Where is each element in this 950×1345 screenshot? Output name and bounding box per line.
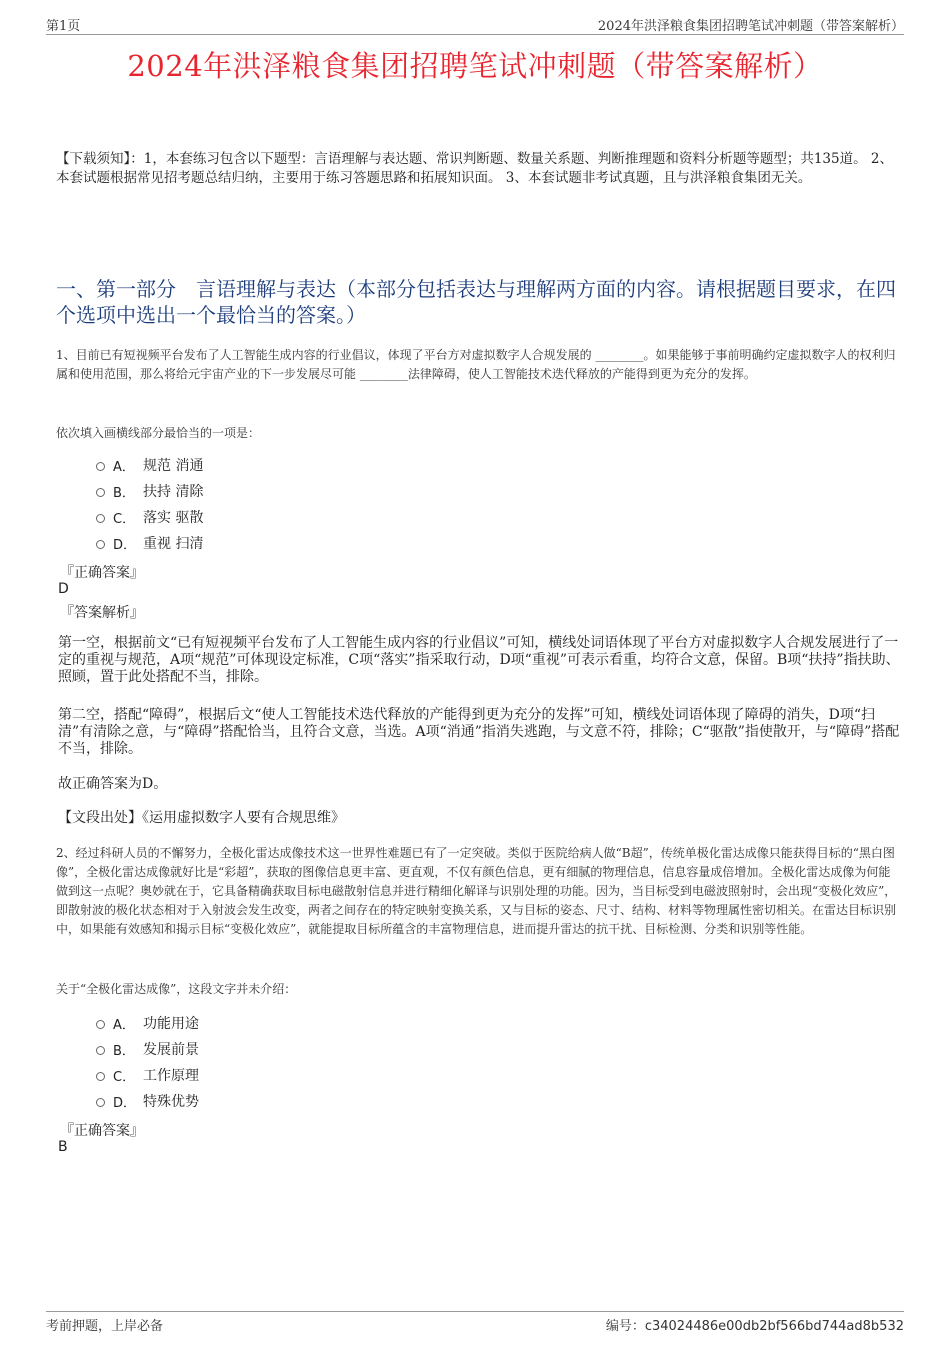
question-1-text-part-a: 1、目前已有短视频平台发布了人工智能生成内容的行业倡议，体现了平台方对虚拟数字人合规发展的 (56, 348, 596, 362)
option-a[interactable] (96, 1010, 199, 1036)
radio-icon[interactable] (96, 1072, 105, 1081)
header-doc-title: 2024年洪泽粮食集团招聘笔试冲刺题（带答案解析） (597, 19, 904, 34)
document-title: 2024年洪泽粮食集团招聘笔试冲刺题（带答案解析） (127, 49, 823, 83)
source-citation: 【文段出处】《运用虚拟数字人要有合规思维》 (58, 810, 345, 826)
option-b[interactable] (96, 1036, 199, 1062)
footer-code-value: c34024486e00db2bf566bd744ad8b532 (644, 1319, 904, 1334)
answer-value: D (58, 581, 69, 597)
option-text: 重视 扫清 (143, 536, 204, 552)
answer-label: 『正确答案』 (60, 1123, 144, 1139)
question-2-text: 2、经过科研人员的不懈努力，全极化雷达成像技术这一世界性难题已有了一定突破。类似于医院给病人做“B超”，传统单极化雷达成像只能获得目标的“黑白图像”，全极化雷达成像就好比是“彩超”，获取的图像信息更丰富、更直观，不仅有颜色信息，更有细腻的物理信息，信息容量成倍增加。全极化雷达成像为何能做到这一点呢？奥妙就在于，它具备精确获取目标电磁散射信息并进行精细化解译与识别处理的功能。因为，当目标受到电磁波照射时，会出现“变极化效应”，即散射波的极化状态相对于入射波会发生改变，两者之间存在的特定映射变换关系，又与目标的姿态、尺寸、结构、材料等物理属性密切相关。在雷达目标识别中，如果能有效感知和揭示目标“变极化效应”，就能提取目标所蕴含的丰富物理信息，进而提升雷达的抗干扰、目标检测、分类和识别等性能。 (56, 846, 897, 936)
radio-icon[interactable] (96, 540, 105, 549)
footer-slogan: 考前押题，上岸必备 (46, 1319, 164, 1334)
option-b[interactable] (96, 478, 203, 504)
option-text: 规范 消通 (143, 458, 204, 474)
option-letter: D． (113, 537, 137, 553)
option-letter: A． (113, 459, 135, 475)
radio-icon[interactable] (96, 514, 105, 523)
footer-code (606, 1315, 904, 1334)
answer-value: B (58, 1139, 68, 1155)
analysis-label: 『答案解析』 (60, 605, 144, 621)
radio-icon[interactable] (96, 488, 105, 497)
page-header (46, 14, 904, 35)
question-1-text-part-c: 法律障碍，使人工智能技术迭代释放的产能得到更为充分的发挥。 (407, 367, 756, 381)
radio-icon[interactable] (96, 462, 105, 471)
option-d[interactable] (96, 1088, 199, 1114)
option-c[interactable] (96, 1062, 199, 1088)
option-text: 发展前景 (143, 1042, 199, 1058)
option-letter: B． (113, 1043, 135, 1059)
option-text: 扶持 清除 (143, 484, 204, 500)
page-footer (46, 1311, 904, 1334)
option-letter: C． (113, 511, 136, 527)
radio-icon[interactable] (96, 1046, 105, 1055)
analysis-conclusion: 故正确答案为D。 (58, 776, 168, 792)
footer-code-label: 编号： (605, 1319, 645, 1334)
question-1-options (96, 452, 203, 556)
option-letter: D． (113, 1095, 137, 1111)
question-1-text-part-b: 。如果能够于事前明确约定虚拟数字人的权利归属和使用范围，那么将给元宇宙产业的下一步发展尽可能 (56, 348, 896, 381)
option-letter: B． (113, 485, 135, 501)
option-letter: A． (113, 1017, 135, 1033)
question-1-prompt: 依次填入画横线部分最恰当的一项是： (56, 426, 261, 440)
question-1-text (56, 346, 900, 384)
analysis-paragraph-2: 第二空，搭配“障碍”，根据后文“使人工智能技术迭代释放的产能得到更为充分的发挥”可知，横线处词语体现了障碍的消失，D项“扫清”有清除之意，与“障碍”搭配恰当，且符合文意，当选。A项“消通”指消失逃跑，与文意不符，排除；C“驱散”指使散开，与“障碍”搭配不当，排除。 (58, 707, 900, 757)
blank-1: ________ (595, 348, 644, 362)
download-notice: 【下载须知】：1，本套练习包含以下题型：言语理解与表达题、常识判断题、数量关系题、判断推理题和资料分析题等题型；共135道。 2、本套试题根据常见招考题总结归纳，主要用于练习答题思路和拓展知识面。 3、本套试题非考试真题，且与洪泽粮食集团无关。 (56, 151, 893, 186)
option-d[interactable] (96, 530, 203, 556)
blank-2: ________ (359, 367, 408, 381)
option-text: 工作原理 (143, 1068, 199, 1084)
radio-icon[interactable] (96, 1020, 105, 1029)
option-text: 功能用途 (143, 1016, 199, 1032)
question-2-options (96, 1010, 199, 1114)
option-text: 落实 驱散 (143, 510, 204, 526)
option-text: 特殊优势 (143, 1094, 199, 1110)
question-2-prompt: 关于“全极化雷达成像”，这段文字并未介绍： (56, 982, 297, 996)
option-letter: C． (113, 1069, 136, 1085)
section-title: 一、第一部分 言语理解与表达（本部分包括表达与理解两方面的内容。请根据题目要求，在四个选项中选出一个最恰当的答案。） (56, 277, 896, 327)
option-a[interactable] (96, 452, 203, 478)
page-number: 第1页 (46, 19, 81, 34)
radio-icon[interactable] (96, 1098, 105, 1107)
analysis-paragraph-1: 第一空，根据前文“已有短视频平台发布了人工智能生成内容的行业倡议”可知，横线处词语体现了平台方对虚拟数字人合规发展进行了一定的重视与规范，A项“规范”可体现设定标准，C项“落实”指采取行动，D项“重视”可表示看重，均符合文意，保留。B项“扶持”指扶助、照顾，置于此处搭配不当，排除。 (58, 635, 900, 685)
answer-label: 『正确答案』 (60, 565, 144, 581)
option-c[interactable] (96, 504, 203, 530)
